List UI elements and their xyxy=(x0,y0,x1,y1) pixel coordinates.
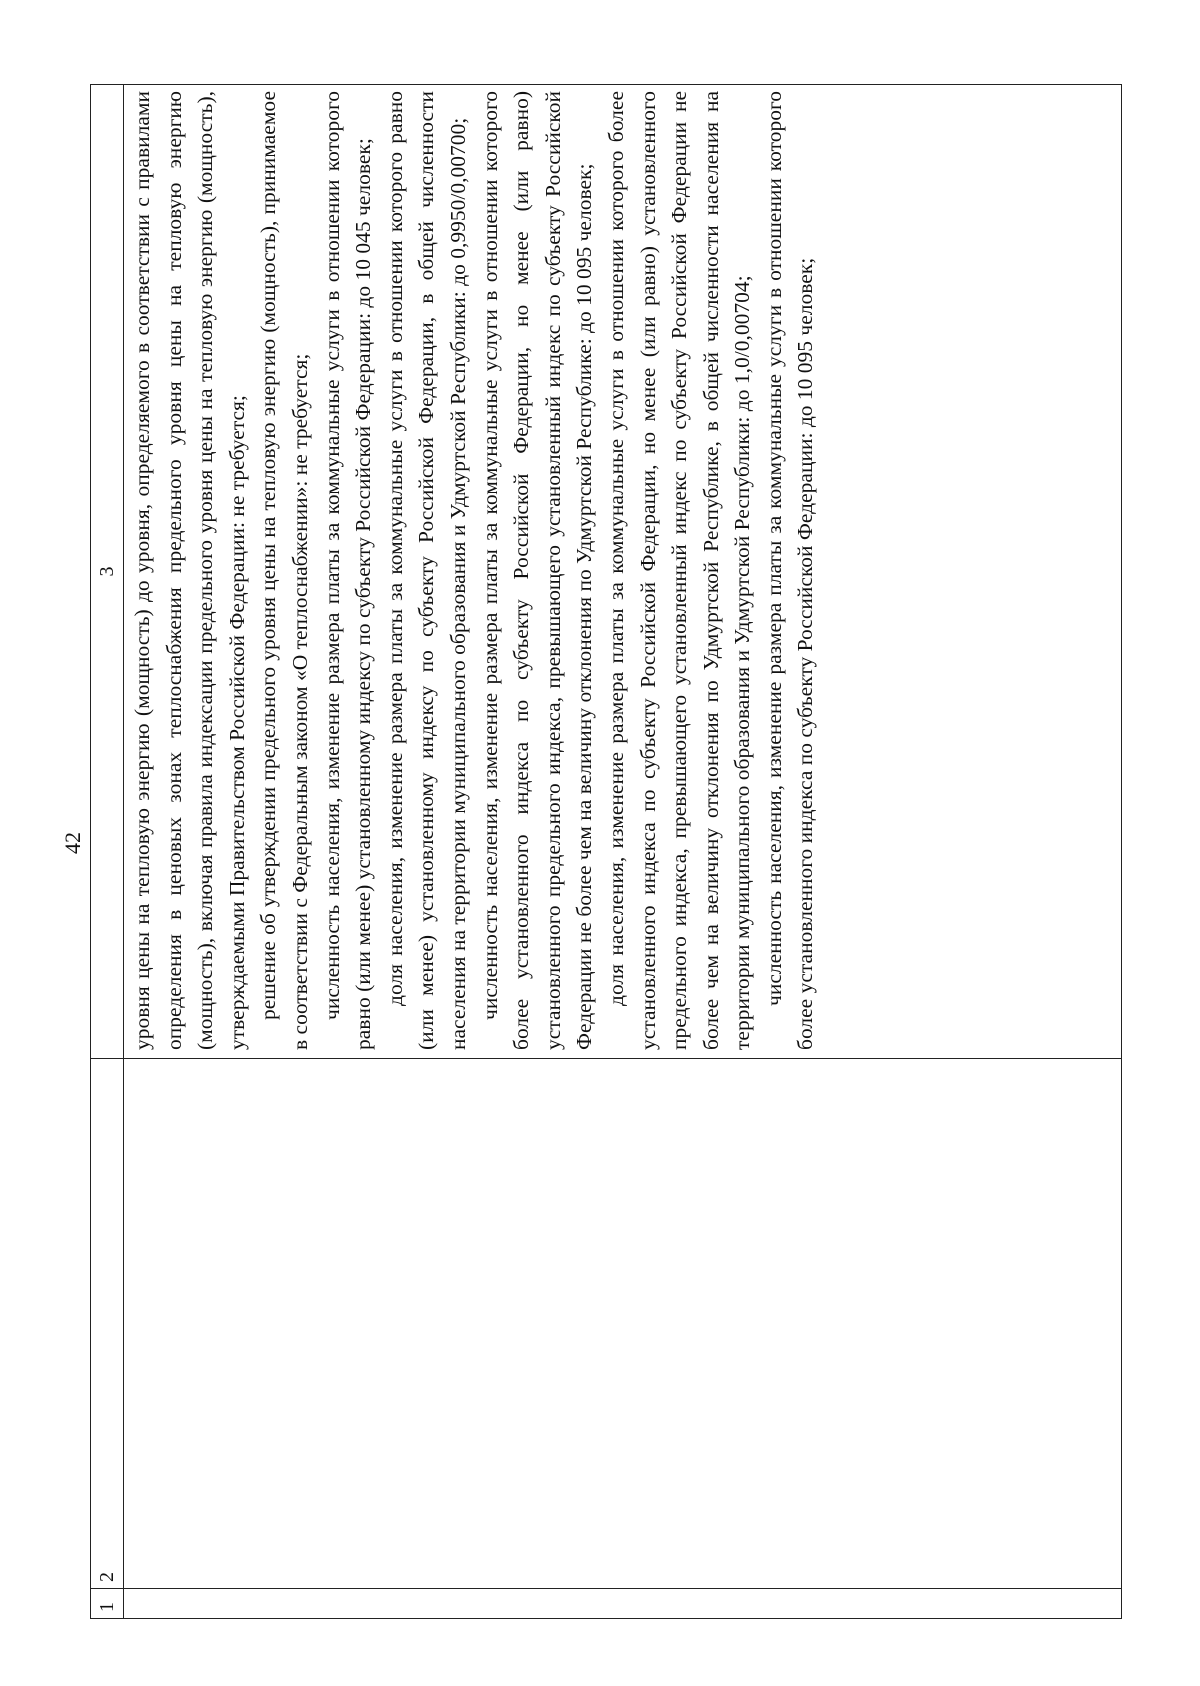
header-col-2 xyxy=(91,1059,124,1589)
paragraph: численность населения, изменение размера платы за коммунальные услуги в отношении которого равно (или менее) установленному индексу по субъекту Российской Федерации: до 10 045 человек; xyxy=(319,91,376,1050)
header-col-3 xyxy=(91,85,124,1059)
cell-col-1 xyxy=(124,1589,1122,1619)
page-number: 42 xyxy=(60,832,85,854)
table-row xyxy=(124,85,1122,1619)
cell-col-3 xyxy=(124,85,1122,1059)
header-label-3: 3 xyxy=(96,566,118,577)
header-col-1 xyxy=(91,1589,124,1619)
header-label-2: 2 xyxy=(96,1572,118,1582)
paragraph: численность населения, изменение размера платы за коммунальные услуги в отношении которого более установленного индекса по субъекту Российской Федерации, но менее (или равно) установленного предельного индекса, превышающего установленный индекс по субъекту Российской Федерации не более чем на величину отклонения по Удмуртской Республике: до 10 095 человек; xyxy=(477,91,597,1050)
paragraph: решение об утверждении предельного уровня цены на тепловую энергию (мощность), принимаемое в соответствии с Федеральным законом «О теплоснабжении»: не требуется; xyxy=(256,91,312,1050)
table-header-row xyxy=(91,85,124,1619)
paragraph: доля населения, изменение размера платы за коммунальные услуги в отношении которого более установленного индекса по субъекту Российской Федерации, но менее (или равно) установленного предельного индекса, превышающего установленный индекс по субъекту Российской Федерации не более чем на величину отклонения по Удмуртской Республике, в общей численности населения на территории муниципального образования и Удмуртской Республики: до 1,0/0,00704; xyxy=(603,91,755,1050)
cell-col-2 xyxy=(124,1059,1122,1589)
paragraph: численность населения, изменение размера платы за коммунальные услуги в отношении которого более установленного индекса по субъекту Российской Федерации: до 10 095 человек; xyxy=(761,91,818,1050)
paragraph: уровня цены на тепловую энергию (мощность) до уровня, определяемого в соответствии с правилами определения в ценовых зонах теплоснабжения предельного уровня цены на тепловую энергию (мощность), включая правила индексации предельного уровня цены на тепловую энергию (мощность), утверждаемыми Правительством Российской Федерации: не требуется; xyxy=(130,91,249,1050)
document-table xyxy=(90,84,1122,1619)
header-label-1: 1 xyxy=(96,1602,118,1612)
paragraph: доля населения, изменение размера платы за коммунальные услуги в отношении которого равно (или менее) установленному индексу по субъекту Российской Федерации, в общей численности населения на территории муниципального образования и Удмуртской Республики: до 0,9950/0,00700; xyxy=(382,91,470,1050)
